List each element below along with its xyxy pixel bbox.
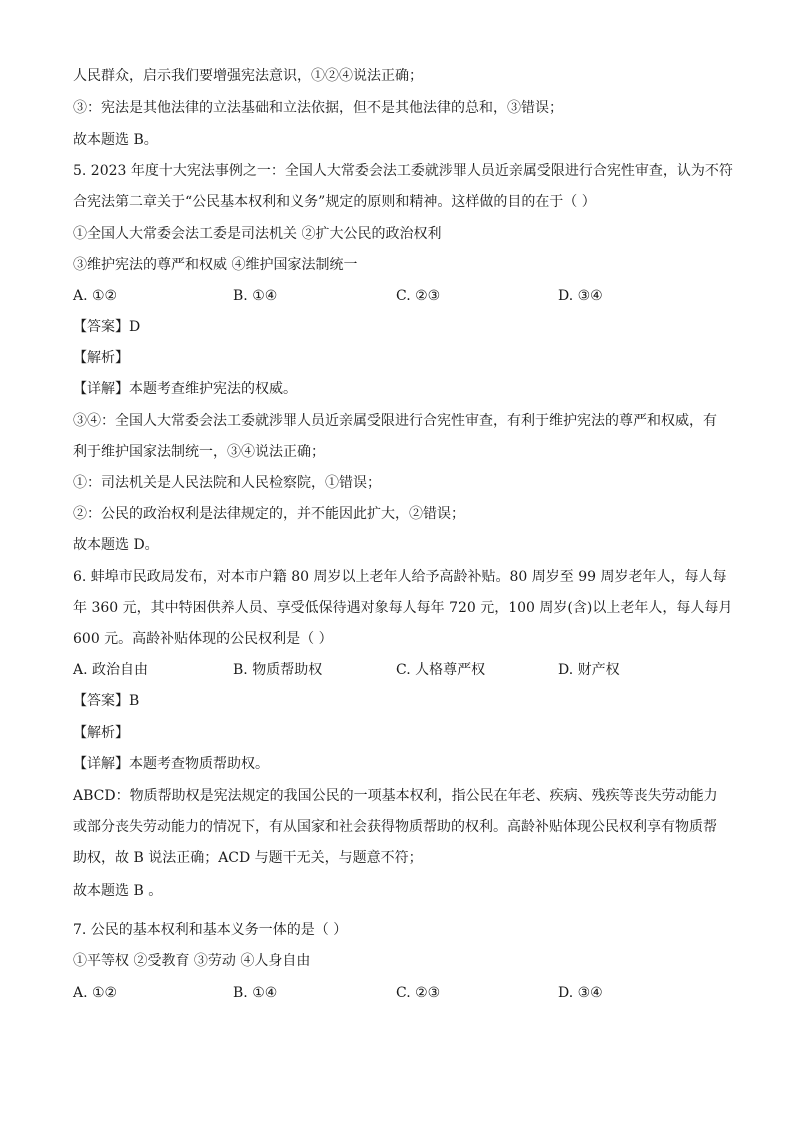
option-a: A. 政治自由: [73, 662, 149, 678]
answer-label: 【答案】B: [73, 693, 140, 709]
question-5-stem: 合宪法第二章关于“公民基本权利和义务”规定的原则和精神。这样做的目的在于（ ）: [73, 194, 596, 210]
option-c: C. ②③: [396, 288, 441, 304]
detail-line: 故本题选 D。: [73, 537, 159, 553]
detail-line: ①：司法机关是人民法院和人民检察院，①错误；: [73, 475, 381, 491]
detail-line: ②：公民的政治权利是法律规定的，并不能因此扩大，②错误；: [73, 506, 465, 522]
detail-line: 利于维护国家法制统一，③④说法正确；: [73, 444, 325, 460]
detail-line: 【详解】本题考查物质帮助权。: [73, 756, 269, 772]
detail-line: 故本题选 B 。: [73, 883, 163, 899]
detail-line: ③④：全国人大常委会法工委就涉罪人员近亲属受限进行合宪性审查，有利于维护宪法的尊严和权威，有: [73, 413, 717, 429]
question-7-stem: 7. 公民的基本权利和基本义务一体的是（ ）: [73, 922, 348, 938]
question-6-stem: 6. 蚌埠市民政局发布，对本市户籍 80 周岁以上老年人给予高龄补贴。80 周岁至 99 周岁老年人，每人每: [73, 569, 727, 585]
detail-line: 或部分丧失劳动能力的情况下，有从国家和社会获得物质帮助的权利。高龄补贴体现公民权利享有物质帮: [73, 819, 717, 835]
answer-label: 【答案】D: [73, 319, 141, 335]
text-line: ③：宪法是其他法律的立法基础和立法依据，但不是其他法律的总和，③错误；: [73, 100, 563, 116]
option-d: D. ③④: [558, 288, 603, 304]
option-b: B. 物质帮助权: [233, 662, 323, 678]
question-7-statement: ①平等权 ②受教育 ③劳动 ④人身自由: [73, 953, 311, 969]
text-line: 人民群众，启示我们要增强宪法意识，①②④说法正确；: [73, 68, 423, 84]
analysis-label: 【解析】: [73, 350, 129, 366]
detail-line: 助权，故 B 说法正确；ACD 与题干无关，与题意不符；: [73, 850, 423, 866]
option-b: B. ①④: [233, 985, 278, 1001]
option-c: C. ②③: [396, 985, 441, 1001]
question-6-stem: 600 元。高龄补贴体现的公民权利是（ ）: [73, 631, 333, 647]
option-d: D. 财产权: [558, 662, 620, 678]
option-a: A. ①②: [73, 985, 118, 1001]
option-d: D. ③④: [558, 985, 603, 1001]
detail-line: ABCD：物质帮助权是宪法规定的我国公民的一项基本权利，指公民在年老、疾病、残疾等丧失劳动能力: [73, 788, 718, 804]
detail-line: 【详解】本题考查维护宪法的权威。: [73, 381, 297, 397]
question-5-statement: ③维护宪法的尊严和权威 ④维护国家法制统一: [73, 257, 358, 273]
option-a: A. ①②: [73, 288, 118, 304]
question-6-stem: 年 360 元，其中特困供养人员、享受低保待遇对象每人每年 720 元，100 周岁(含)以上老年人，每人每月: [73, 600, 733, 616]
question-5-stem: 5. 2023 年度十大宪法事例之一：全国人大常委会法工委就涉罪人员近亲属受限进行合宪性审查，认为不符: [73, 163, 733, 179]
option-c: C. 人格尊严权: [396, 662, 486, 678]
question-5-statement: ①全国人大常委会法工委是司法机关 ②扩大公民的政治权利: [73, 226, 442, 242]
option-b: B. ①④: [233, 288, 278, 304]
analysis-label: 【解析】: [73, 725, 129, 741]
text-line: 故本题选 B。: [73, 132, 158, 148]
